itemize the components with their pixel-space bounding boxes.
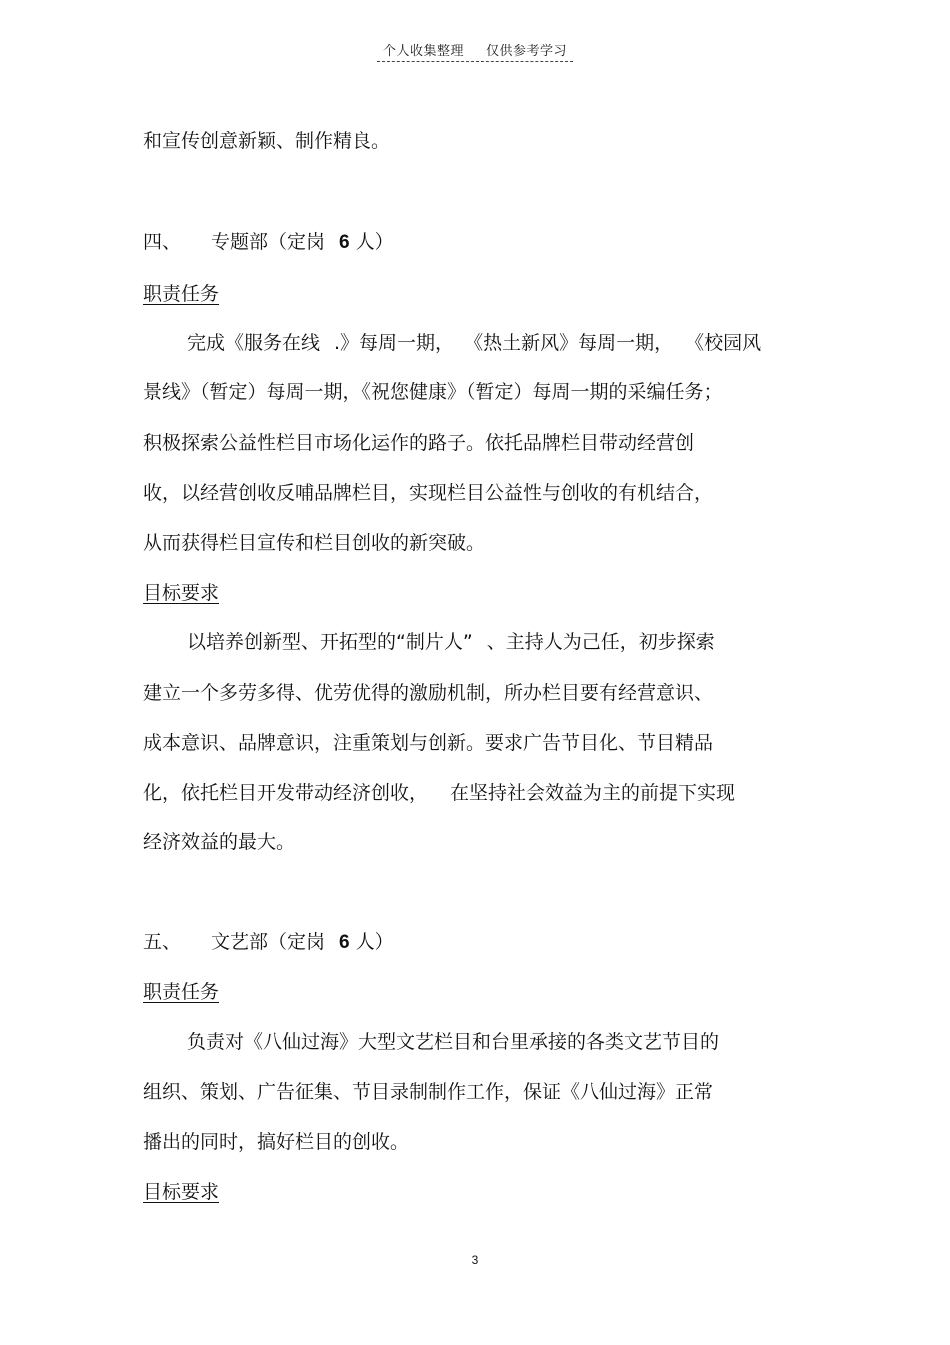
section5-title: 文艺部（定岗 [211,931,326,953]
goal-text: 在坚持社会效益为主的前提下实现 [450,782,736,804]
header-text [377,40,573,62]
section5-number: 五、 [143,931,182,953]
section4-duty-line-1 [187,330,761,356]
section4-goal-line-4 [143,780,735,806]
page-number: 3 [471,1253,479,1267]
section4-goal-line-5: 经济效益的最大。 [143,831,296,853]
section4-title: 专题部（定岗 [211,231,326,253]
section5-title-end: 人） [355,931,394,953]
section4-goal-line-1 [187,629,715,655]
header-left: 个人收集整理 [382,44,464,59]
section4-duty-line-3: 积极探索公益性栏目市场化运作的路子。依托品牌栏目带动经营创 [143,432,695,454]
duty-text: 《热土新风》每周一期， [464,332,674,354]
page-header [0,40,950,62]
section4-count: 6 [339,232,350,253]
section5-duty-line-3: 播出的同时，搞好栏目的创收。 [143,1131,410,1153]
section4-goal-label: 目标要求 [143,582,220,604]
section4-duty-line-5: 从而获得栏目宣传和栏目创收的新突破。 [143,532,486,554]
section5-duty-line-2: 组织、策划、广告征集、节目录制制作工作，保证《八仙过海》正常 [143,1081,714,1103]
header-right: 仅供参考学习 [486,44,568,59]
section5-heading [143,929,394,956]
continuation-line: 和宣传创意新颖、制作精良。 [143,130,391,152]
section5-count: 6 [339,932,350,953]
section5-goal-label: 目标要求 [143,1181,220,1203]
section5-duty-label: 职责任务 [143,981,220,1003]
section4-duty-line-2: 景线》（暂定）每周一期，《祝您健康》（暂定）每周一期的采编任务； [143,381,723,403]
duty-text: 《校园风 [685,332,762,354]
section4-goal-line-3: 成本意识、品牌意识，注重策划与创新。要求广告节目化、节目精品 [143,732,714,754]
section5-duty-line-1: 负责对《八仙过海》大型文艺栏目和台里承接的各类文艺节目的 [187,1031,720,1053]
goal-text: 化，依托栏目开发带动经济创收， [143,782,429,804]
section4-title-end: 人） [355,231,394,253]
goal-text: 、主持人为己任，初步探索 [486,631,715,653]
section4-duty-line-4: 收，以经营创收反哺品牌栏目，实现栏目公益性与创收的有机结合， [143,482,714,504]
section4-goal-line-2: 建立一个多劳多得、优劳优得的激励机制，所办栏目要有经营意识、 [143,682,714,704]
section4-number: 四、 [143,231,182,253]
section4-duty-label: 职责任务 [143,283,220,305]
duty-text: 完成《服务在线 [187,332,321,354]
section4-heading [143,229,394,256]
duty-text: .》每周一期， [334,332,455,354]
goal-text: 以培养创新型、开拓型的“制片人” [187,631,473,653]
